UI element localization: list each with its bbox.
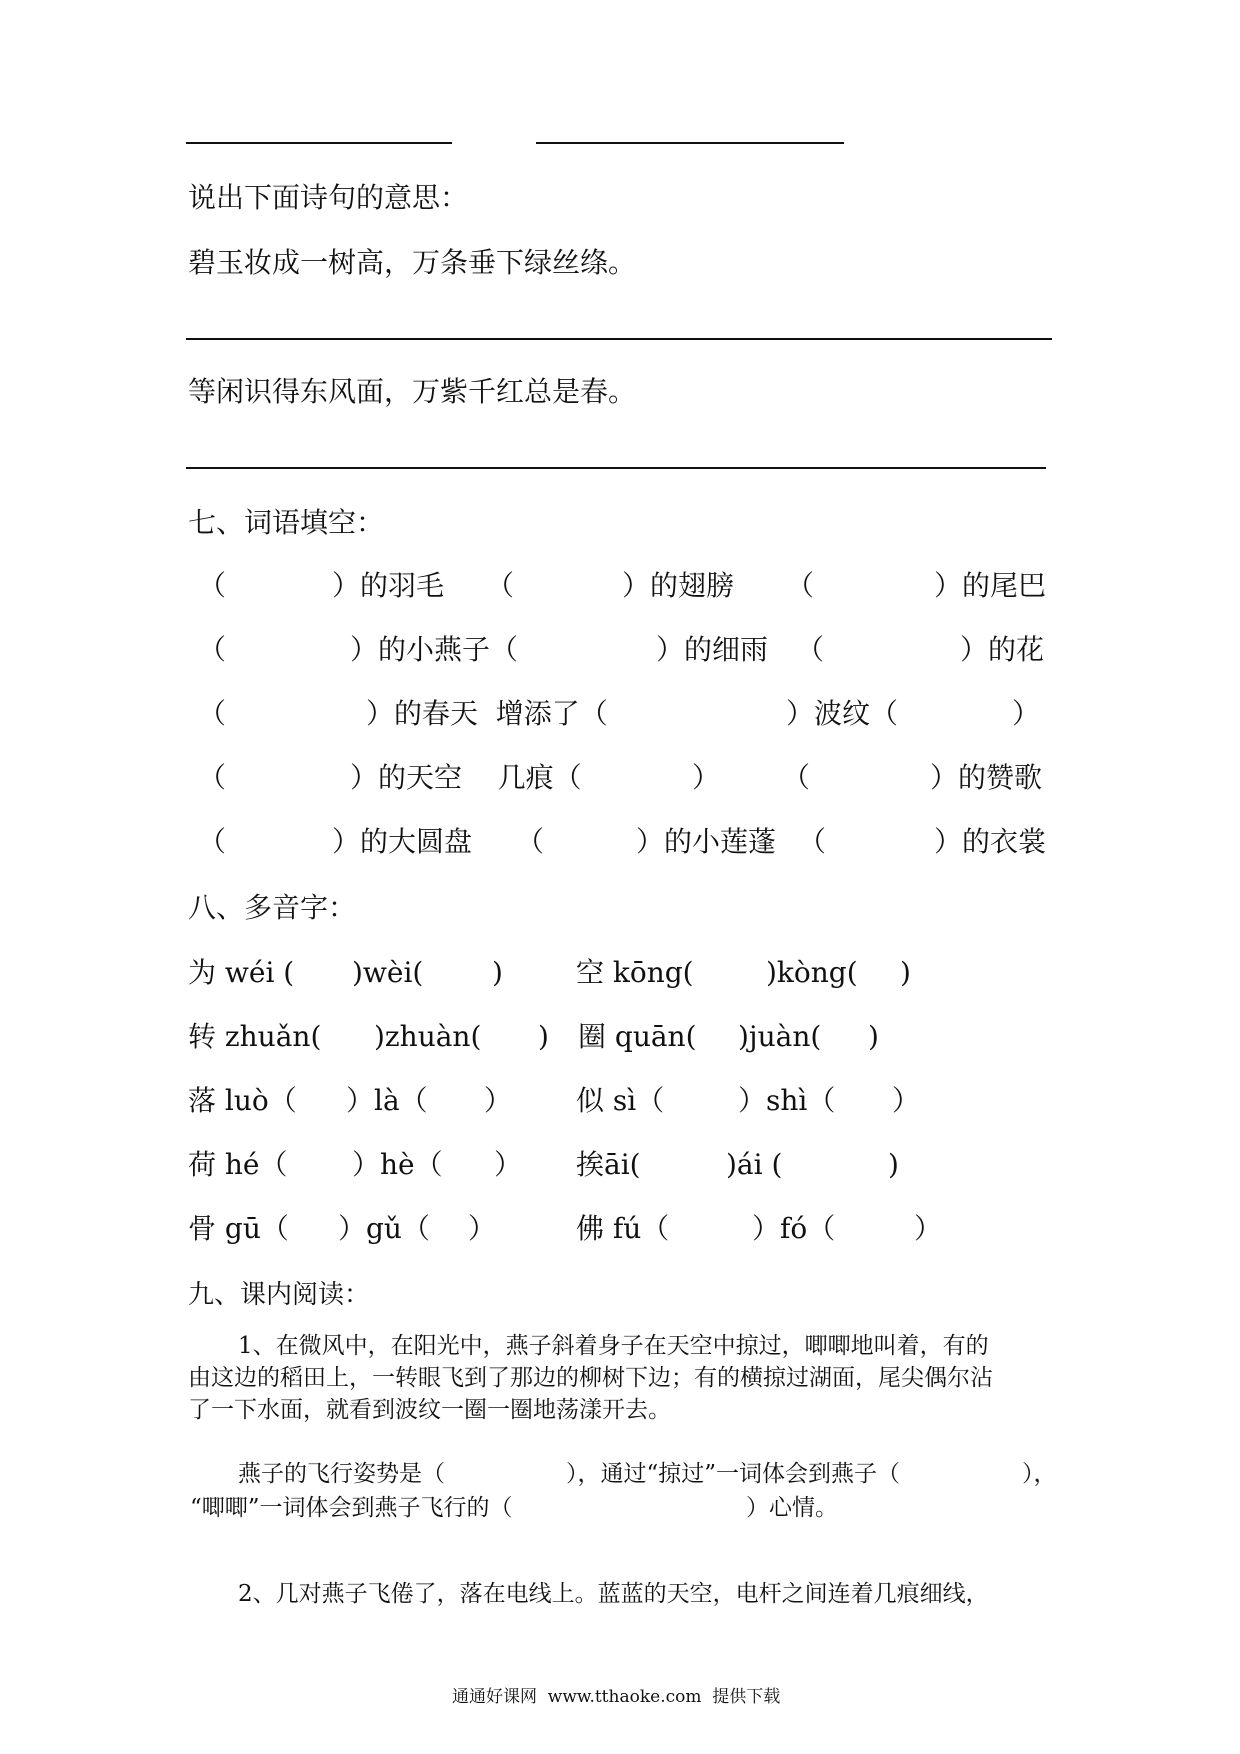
paren-open: （ <box>782 761 811 794</box>
fill-phrase: ）的羽毛 <box>332 569 445 602</box>
paren-close: ） <box>1012 697 1041 730</box>
answer-line-top-left <box>186 142 452 144</box>
paren-open: （ <box>796 633 825 666</box>
polyphone-reading: ）fó（ <box>752 1212 836 1245</box>
paren-close: ） <box>892 1084 921 1117</box>
fill-phrase: ）的小莲蓬 <box>636 825 777 858</box>
paren-close: ） <box>914 1212 943 1245</box>
paren-open: （ <box>786 569 815 602</box>
polyphone-reading: 似 sì（ <box>576 1084 665 1117</box>
fill-row <box>0 632 1240 672</box>
polyphone-reading: 荷 hé（ <box>188 1148 288 1181</box>
polyphone-row <box>0 955 1240 995</box>
paren-close: ） <box>692 761 721 794</box>
paren-close: ） <box>494 1148 523 1181</box>
polyphone-reading: 佛 fú（ <box>576 1212 670 1245</box>
fill-phrase: ）的细雨 <box>656 633 769 666</box>
paren-open: （ <box>198 569 227 602</box>
question-row <box>0 1490 1240 1530</box>
paren-open: （ <box>198 761 227 794</box>
paren-open: （ <box>516 825 545 858</box>
question-text: ），通过“掠过”一词体会到燕子（ <box>566 1461 901 1487</box>
fill-phrase: ）的小燕子（ <box>350 633 519 666</box>
polyphone-reading: 挨āi( <box>576 1148 641 1181</box>
section-7-title: 七、词语填空： <box>188 506 385 539</box>
paren-open: （ <box>486 569 515 602</box>
section-9-title: 九、课内阅读： <box>188 1280 371 1310</box>
polyphone-reading: )ái ( <box>726 1148 783 1181</box>
fill-row <box>0 760 1240 800</box>
fill-phrase: ）的衣裳 <box>934 825 1047 858</box>
polyphone-reading: 落 luò（ <box>188 1084 297 1117</box>
polyphone-reading: ）shì（ <box>738 1084 836 1117</box>
paren-close: ) <box>900 956 911 989</box>
polyphone-row <box>0 1211 1240 1251</box>
fill-phrase: ）的天空 几痕（ <box>350 761 582 794</box>
polyphone-row <box>0 1147 1240 1187</box>
answer-line-top-right <box>536 142 844 144</box>
paren-open: （ <box>798 825 827 858</box>
fill-row <box>0 696 1240 736</box>
paren-close: ) <box>492 956 503 989</box>
paren-open: （ <box>198 633 227 666</box>
paren-open: （ <box>198 825 227 858</box>
fill-phrase: ）的大圆盘 <box>332 825 473 858</box>
question-text: “唧唧”一词体会到燕子飞行的（ <box>190 1495 513 1521</box>
poem-line-2: 等闲识得东风面，万紫千红总是春。 <box>188 375 637 408</box>
polyphone-reading: )zhuàn( <box>374 1020 482 1053</box>
page-footer: 通通好课网 www.tthaoke.com 提供下载 <box>452 1687 781 1707</box>
polyphone-reading: 转 zhuǎn( <box>188 1020 322 1053</box>
paren-close: ) <box>868 1020 879 1053</box>
fill-phrase: ）波纹（ <box>786 697 899 730</box>
polyphone-row <box>0 1083 1240 1123</box>
poem-line-1: 碧玉妆成一树高，万条垂下绿丝绦。 <box>188 246 637 279</box>
polyphone-reading: )wèi( <box>352 956 424 989</box>
paren-close: ） <box>484 1084 513 1117</box>
question-text: 燕子的飞行姿势是（ <box>238 1461 445 1487</box>
polyphone-reading: ）là（ <box>346 1084 428 1117</box>
fill-phrase: ）的赞歌 <box>930 761 1043 794</box>
polyphone-reading: )juàn( <box>738 1020 822 1053</box>
polyphone-reading: 骨 gū（ <box>188 1212 289 1245</box>
polyphone-reading: ）gǔ（ <box>338 1212 430 1245</box>
poem-prompt: 说出下面诗句的意思： <box>188 181 469 214</box>
paren-close: ) <box>538 1020 549 1053</box>
polyphone-reading: ）hè（ <box>352 1148 443 1181</box>
question-text: ）， <box>1022 1461 1057 1487</box>
fill-phrase: ）的翅膀 <box>622 569 735 602</box>
answer-line-poem-2[interactable] <box>186 467 1046 469</box>
answer-line-poem-1[interactable] <box>186 338 1052 340</box>
section-8-title: 八、多音字： <box>188 891 357 924</box>
paren-close: ) <box>888 1148 899 1181</box>
fill-row <box>0 824 1240 864</box>
passage-1-line: 由这边的稻田上，一转眼飞到了那边的柳树下边；有的横掠过湖面，尾尖偶尔沾 <box>188 1365 993 1391</box>
paren-open: （ <box>198 697 227 730</box>
polyphone-reading: 为 wéi ( <box>188 956 295 989</box>
passage-1-line: 了一下水面，就看到波纹一圈一圈地荡漾开去。 <box>188 1397 671 1423</box>
passage-2-line: 2、几对燕子飞倦了，落在电线上。蓝蓝的天空，电杆之间连着几痕细线， <box>238 1581 989 1607</box>
fill-phrase: ）的尾巴 <box>934 569 1047 602</box>
polyphone-row <box>0 1019 1240 1059</box>
fill-row <box>0 568 1240 608</box>
fill-phrase: ）的花 <box>960 633 1045 666</box>
paren-close: ） <box>468 1212 497 1245</box>
polyphone-reading: 圈 quān( <box>578 1020 697 1053</box>
passage-1-line: 1、在微风中，在阳光中，燕子斜着身子在天空中掠过，唧唧地叫着，有的 <box>238 1333 989 1359</box>
fill-phrase: ）的春天 增添了（ <box>366 697 608 730</box>
polyphone-reading: 空 kōng( <box>576 956 694 989</box>
question-text: ）心情。 <box>746 1495 838 1521</box>
polyphone-reading: )kòng( <box>766 956 858 989</box>
